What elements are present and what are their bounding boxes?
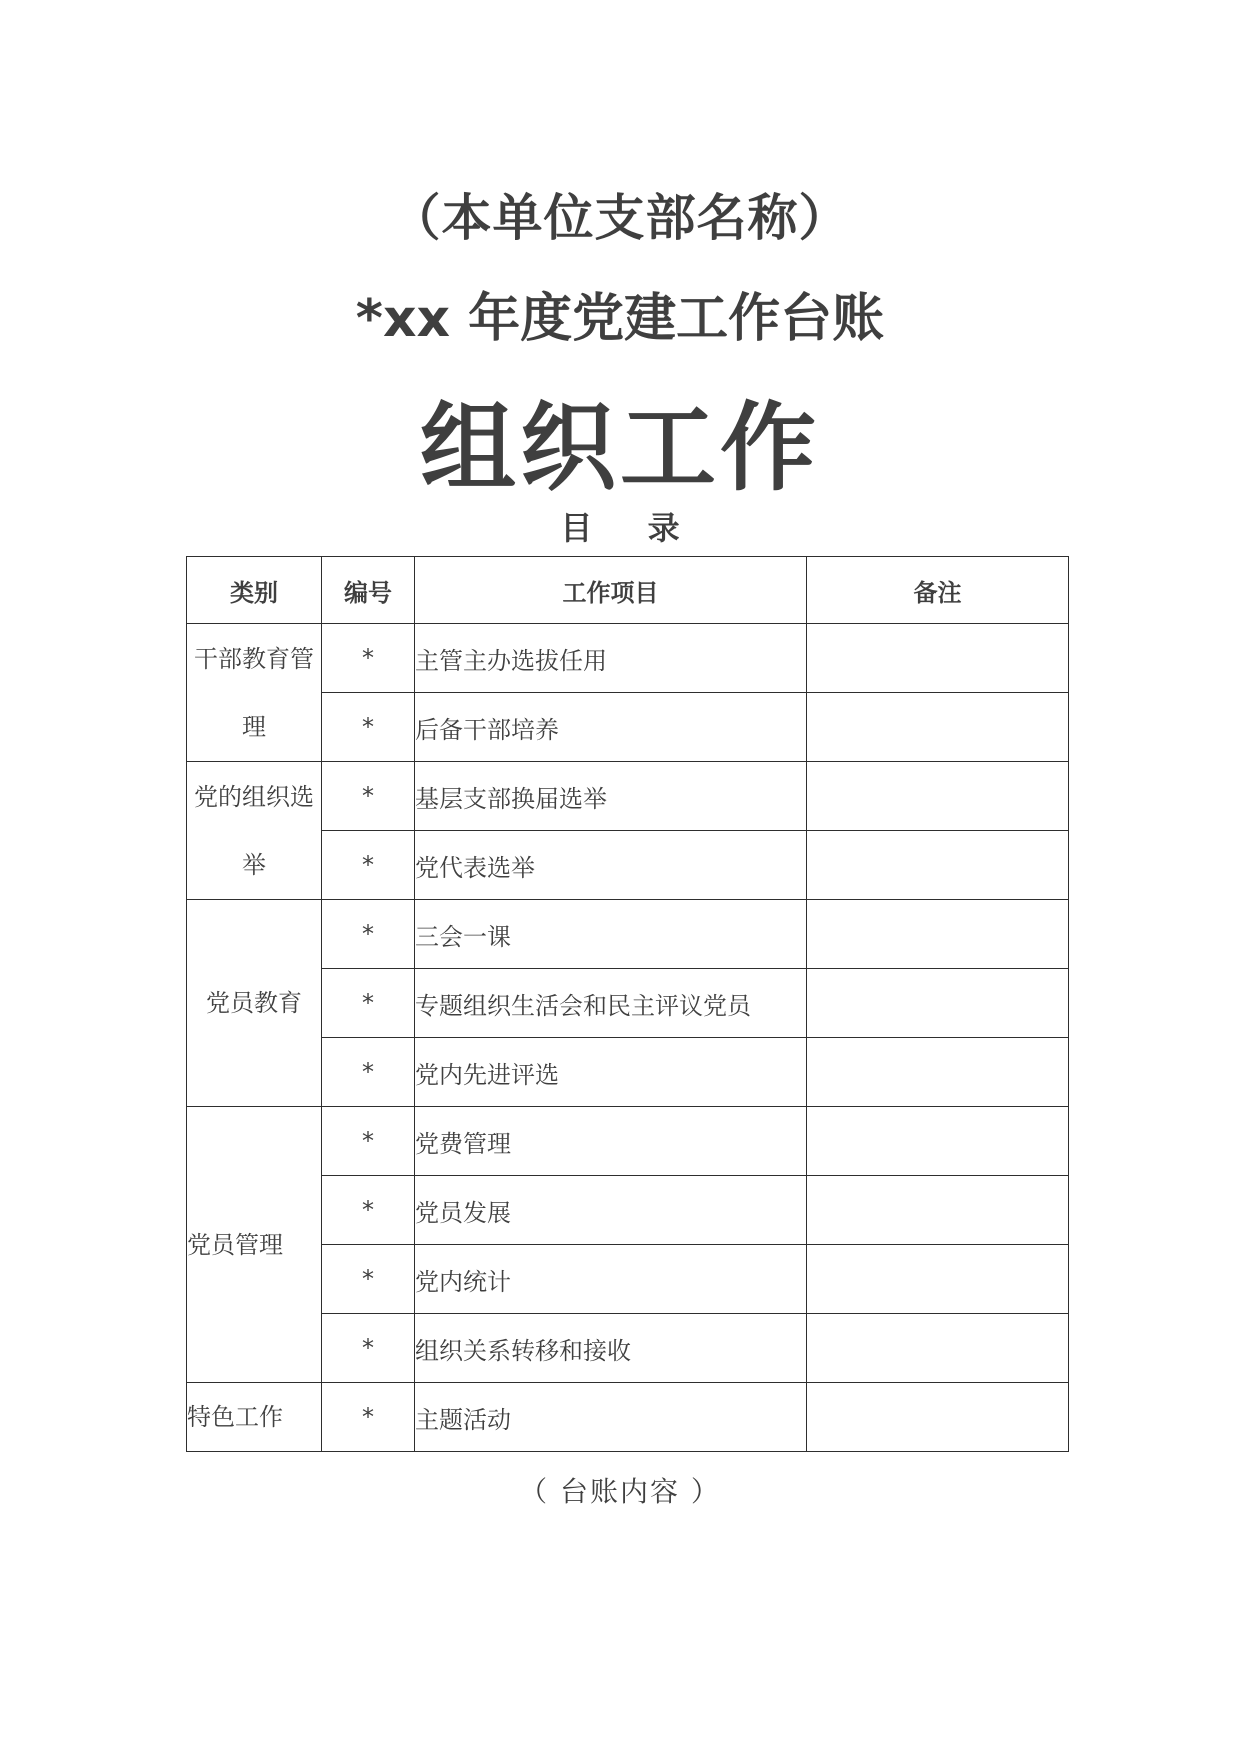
- header-remark: 备注: [807, 557, 1069, 624]
- work-item-cell: 专题组织生活会和民主评议党员: [415, 969, 807, 1038]
- work-item-cell: 组织关系转移和接收: [415, 1314, 807, 1383]
- number-cell: *: [322, 1176, 415, 1245]
- remark-cell: [807, 624, 1069, 693]
- work-item-cell: 后备干部培养: [415, 693, 807, 762]
- remark-cell: [807, 900, 1069, 969]
- number-cell: *: [322, 969, 415, 1038]
- category-cell: 干部教育管理: [187, 624, 322, 762]
- toc-table: [186, 556, 1069, 1452]
- number-cell: *: [322, 900, 415, 969]
- number-cell: *: [322, 624, 415, 693]
- number-cell: *: [322, 831, 415, 900]
- category-cell: 党的组织选举: [187, 762, 322, 900]
- table-row: [187, 1107, 1069, 1176]
- number-cell: *: [322, 1314, 415, 1383]
- table-row: [187, 1383, 1069, 1452]
- header-number: 编号: [322, 557, 415, 624]
- number-cell: *: [322, 1383, 415, 1452]
- category-cell: 党员教育: [187, 900, 322, 1107]
- remark-cell: [807, 693, 1069, 762]
- table-row: [187, 900, 1069, 969]
- unit-name-title: （本单位支部名称）: [390, 189, 850, 247]
- remark-cell: [807, 1383, 1069, 1452]
- table-header-row: [187, 557, 1069, 624]
- ledger-content-note: （ 台账内容 ）: [519, 1475, 721, 1508]
- work-item-cell: 党内统计: [415, 1245, 807, 1314]
- number-cell: *: [322, 1107, 415, 1176]
- number-cell: *: [322, 1245, 415, 1314]
- remark-cell: [807, 969, 1069, 1038]
- table-row: [187, 624, 1069, 693]
- work-item-cell: 主管主办选拔任用: [415, 624, 807, 693]
- remark-cell: [807, 1314, 1069, 1383]
- work-item-cell: 基层支部换届选举: [415, 762, 807, 831]
- number-cell: *: [322, 1038, 415, 1107]
- work-item-cell: 党员发展: [415, 1176, 807, 1245]
- remark-cell: [807, 1245, 1069, 1314]
- remark-cell: [807, 1038, 1069, 1107]
- table-row: [187, 762, 1069, 831]
- category-cell: 特色工作: [187, 1383, 322, 1452]
- remark-cell: [807, 1107, 1069, 1176]
- toc-heading: 目 录: [560, 509, 702, 547]
- main-title: 组织工作: [420, 392, 820, 504]
- work-item-cell: 党代表选举: [415, 831, 807, 900]
- header-work-item: 工作项目: [415, 557, 807, 624]
- remark-cell: [807, 762, 1069, 831]
- work-item-cell: 主题活动: [415, 1383, 807, 1452]
- work-item-cell: 三会一课: [415, 900, 807, 969]
- category-cell: 党员管理: [187, 1107, 322, 1383]
- work-item-cell: 党内先进评选: [415, 1038, 807, 1107]
- number-cell: *: [322, 693, 415, 762]
- header-category: 类别: [187, 557, 322, 624]
- work-item-cell: 党费管理: [415, 1107, 807, 1176]
- remark-cell: [807, 831, 1069, 900]
- year-ledger-title: *xx 年度党建工作台账: [355, 289, 885, 349]
- number-cell: *: [322, 762, 415, 831]
- remark-cell: [807, 1176, 1069, 1245]
